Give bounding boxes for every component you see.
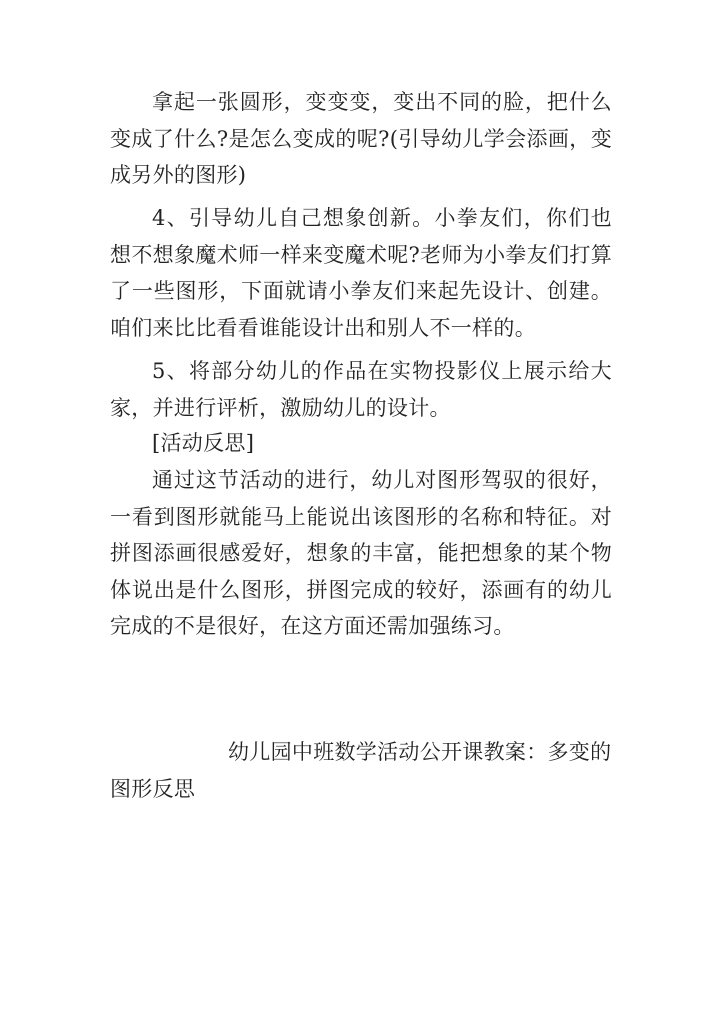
- paragraph-step-4: 4、引导幼儿自己想象创新。小拳友们，你们也想不想象魔术师一样来变魔术呢?老师为小拳友们打算了一些图形，下面就请小拳友们来起先设计、创建。咱们来比比看看谁能设计出和别人不一样的。: [110, 206, 612, 340]
- paragraph-step-5: 5、将部分幼儿的作品在实物投影仪上展示给大家，并进行评析，激励幼儿的设计。: [110, 359, 612, 420]
- section-heading-reflection: [活动反思]: [152, 431, 255, 455]
- document-footer-title: 幼儿园中班数学活动公开课教案：多变的图形反思: [110, 740, 612, 801]
- paragraph-reflection: 通过这节活动的进行，幼儿对图形驾驭的很好，一看到图形就能马上能说出该图形的名称和特征。对拼图添画很感爱好，想象的丰富，能把想象的某个物体说出是什么图形，拼图完成的较好，添画有的幼儿完成的不是很好，在这方面还需加强练习。: [110, 468, 612, 638]
- paragraph-change-shapes: 拿起一张圆形，变变变，变出不同的脸，把什么变成了什么?是怎么变成的呢?(引导幼儿学会添画，变成另外的图形): [110, 90, 612, 187]
